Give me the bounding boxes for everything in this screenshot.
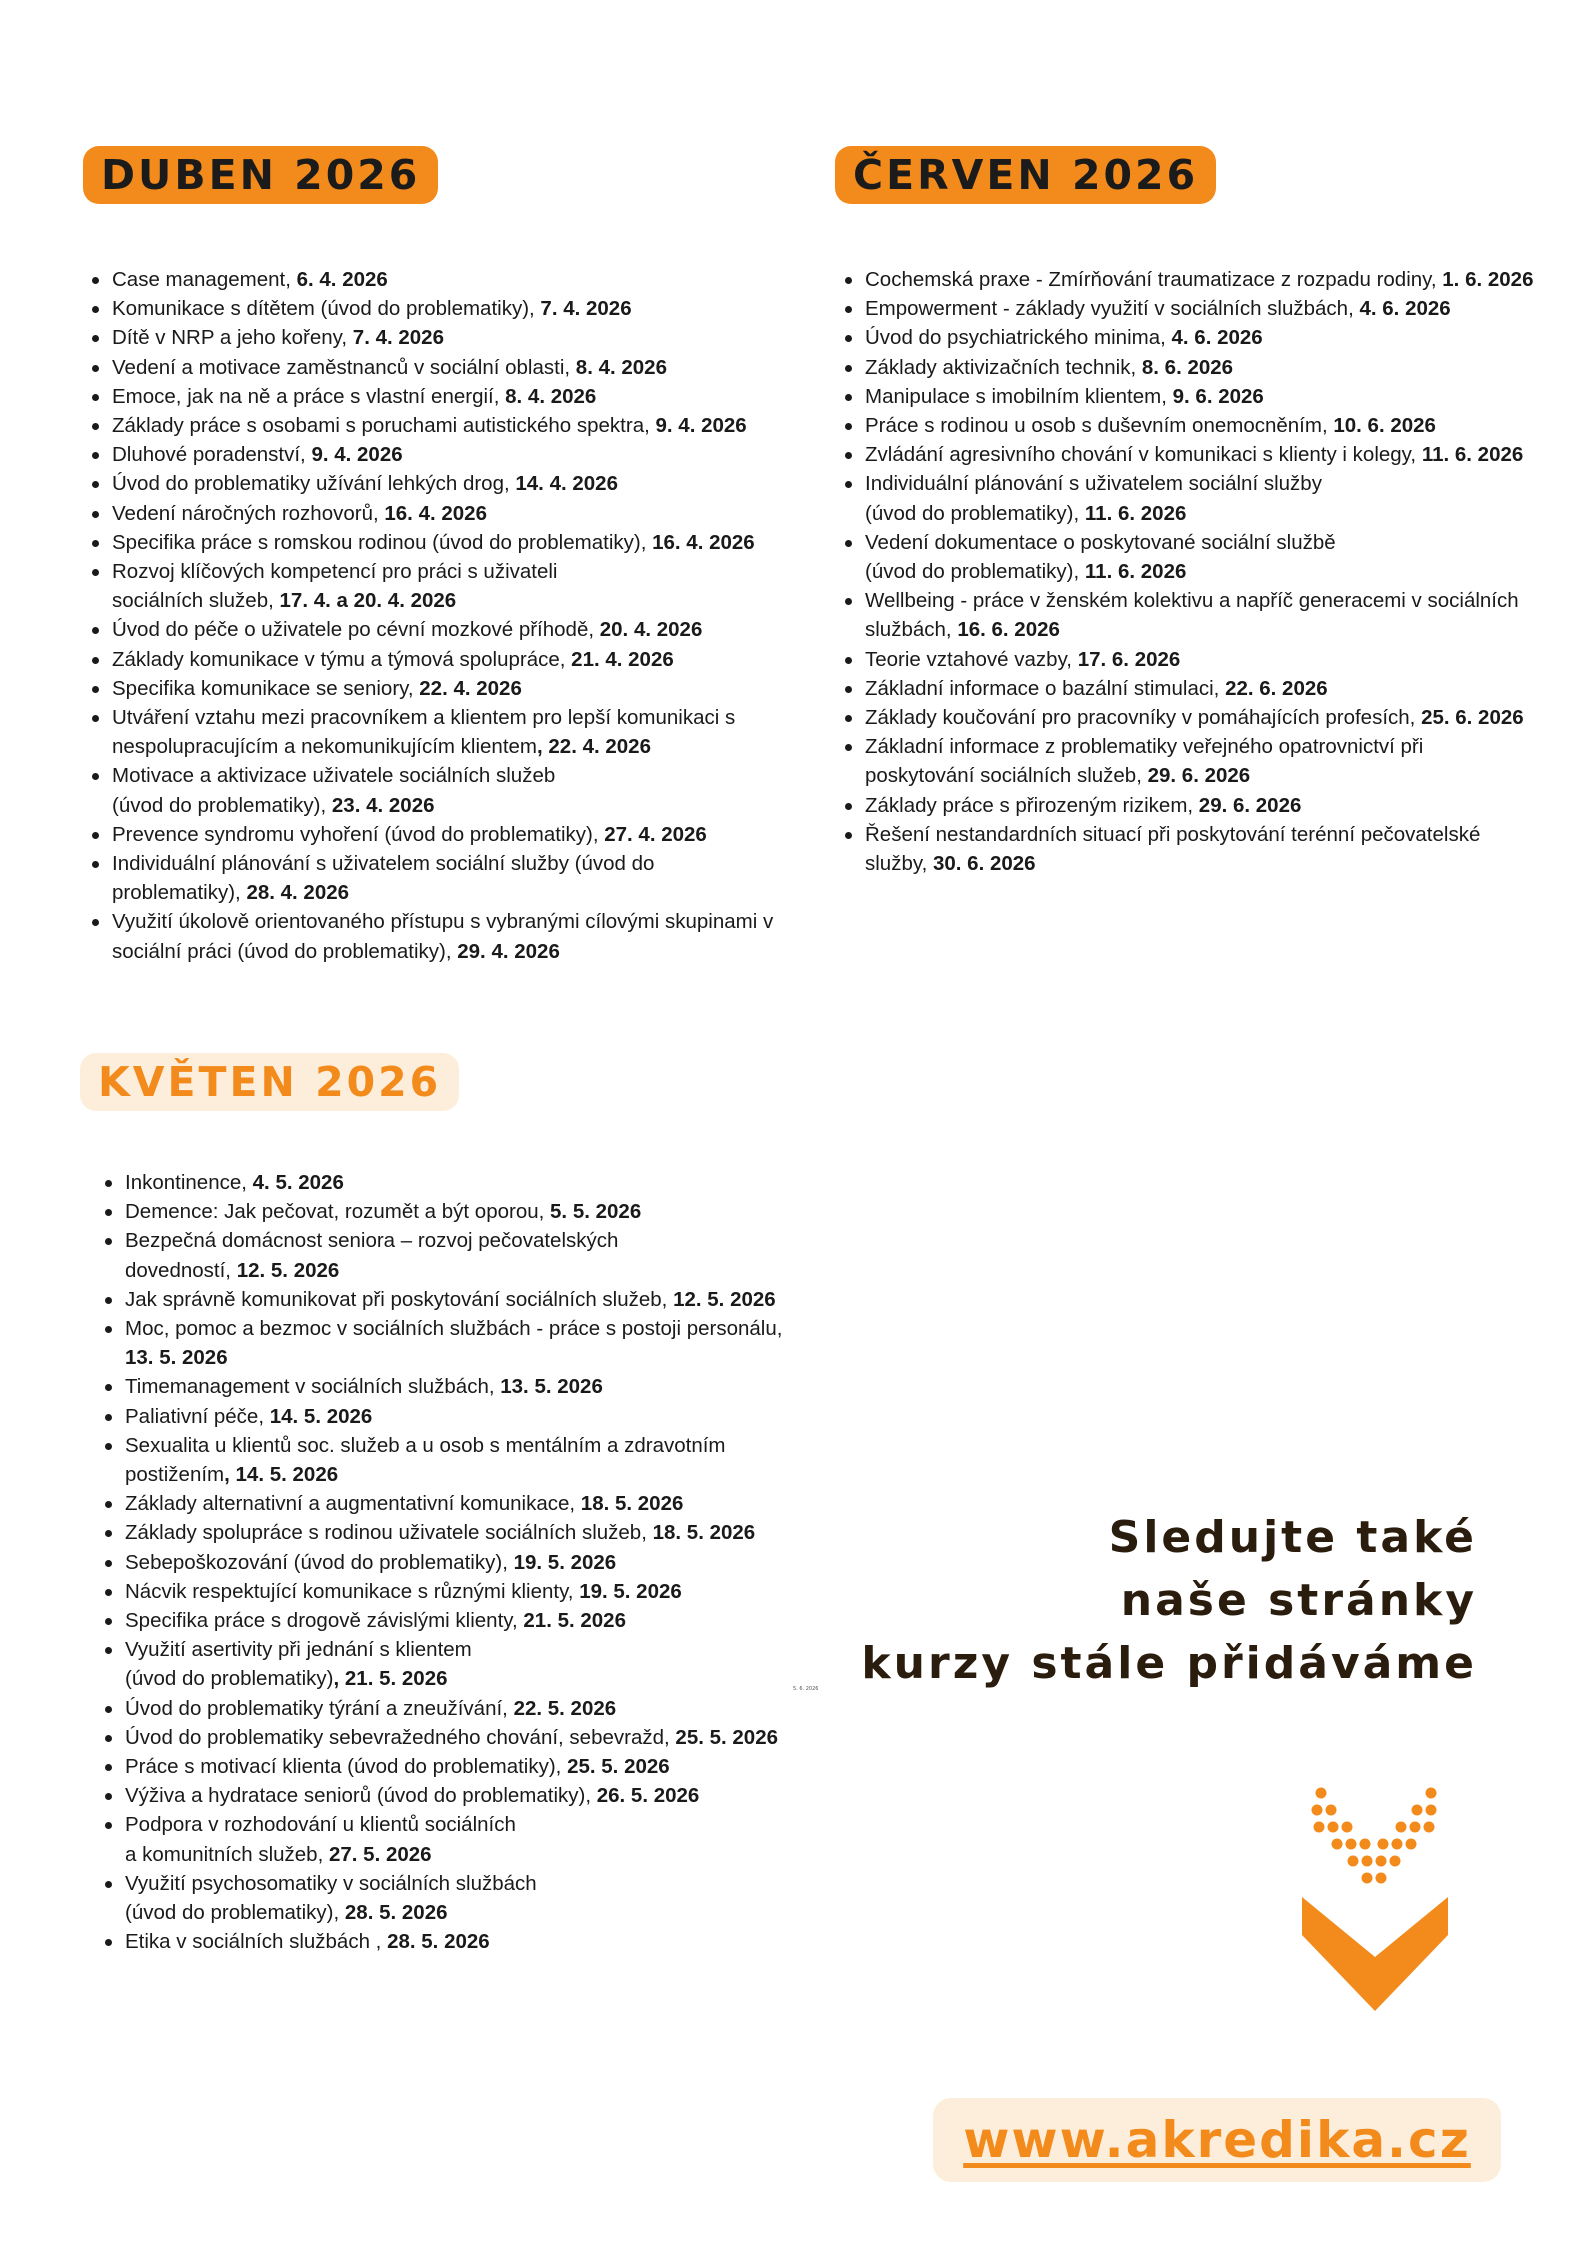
course-title-line xyxy=(865,265,1533,294)
course-title-line xyxy=(125,1518,782,1547)
course-title: Dluhové poradenství, xyxy=(112,443,312,467)
course-date: 27. 5. 2026 xyxy=(328,1842,432,1866)
course-date: 11. 6. 2026 xyxy=(1084,501,1187,525)
course-date: 4. 6. 2026 xyxy=(1359,297,1451,321)
course-title: Výživa a hydratace seniorů (úvod do problematiky), xyxy=(125,1784,597,1808)
course-title-line xyxy=(112,674,773,703)
course-title: Specifika práce s romskou rodinou (úvod do problematiky), xyxy=(112,530,653,554)
course-title-line xyxy=(865,849,1533,878)
course-title-line xyxy=(865,791,1533,820)
course-title: Základy aktivizačních technik, xyxy=(865,355,1142,379)
course-item xyxy=(103,1927,782,1956)
course-title-line: Individuální plánování s uživatelem sociální služby (úvod do xyxy=(112,852,655,876)
course-date: 7. 4. 2026 xyxy=(352,326,444,350)
course-item xyxy=(103,1548,782,1577)
course-date: 4. 6. 2026 xyxy=(1171,326,1263,350)
course-date: , 14. 5. 2026 xyxy=(224,1463,339,1487)
course-title-line xyxy=(112,323,773,352)
course-title-line xyxy=(112,382,773,411)
course-title-line xyxy=(112,586,773,615)
course-item xyxy=(103,1635,782,1693)
course-date: 8. 4. 2026 xyxy=(575,355,667,379)
course-item xyxy=(843,820,1533,878)
course-item xyxy=(90,761,773,819)
course-title-line xyxy=(112,615,773,644)
course-date: 18. 5. 2026 xyxy=(580,1492,684,1516)
course-title-line: Řešení nestandardních situací při poskytování terénní pečovatelské xyxy=(865,822,1481,846)
course-title: (úvod do problematiky), xyxy=(865,560,1085,584)
course-date: 16. 6. 2026 xyxy=(957,618,1060,642)
course-title-line xyxy=(125,1256,782,1285)
course-title: (úvod do problematiky), xyxy=(865,501,1085,525)
course-item xyxy=(103,1168,782,1197)
course-title: Case management, xyxy=(112,268,297,291)
course-date: 7. 4. 2026 xyxy=(540,297,632,321)
course-title: Základy alternativní a augmentativní komunikace, xyxy=(125,1492,581,1516)
course-title: Paliativní péče, xyxy=(125,1404,270,1428)
course-date: 9. 6. 2026 xyxy=(1172,384,1264,408)
course-title: poskytování sociálních služeb, xyxy=(865,764,1148,788)
course-title-line xyxy=(112,353,773,382)
course-item xyxy=(843,469,1533,527)
course-title-line xyxy=(112,878,773,907)
course-title-line: Využití psychosomatiky v sociálních službách xyxy=(125,1871,537,1895)
course-item xyxy=(103,1752,782,1781)
course-title: Jak správně komunikovat při poskytování sociálních služeb, xyxy=(125,1287,674,1311)
course-title-line xyxy=(865,761,1533,790)
course-item xyxy=(103,1723,782,1752)
course-date: 12. 5. 2026 xyxy=(673,1287,776,1311)
course-date: 18. 5. 2026 xyxy=(652,1521,756,1545)
course-date: 29. 6. 2026 xyxy=(1147,764,1251,788)
course-title: Vedení a motivace zaměstnanců v sociální oblasti, xyxy=(112,355,576,379)
course-item xyxy=(103,1489,782,1518)
course-item xyxy=(843,528,1533,586)
course-date: , 21. 5. 2026 xyxy=(333,1667,448,1691)
course-date: 16. 4. 2026 xyxy=(384,501,487,525)
course-title: Demence: Jak pečovat, rozumět a být oporou, xyxy=(125,1200,551,1224)
course-title-line xyxy=(865,294,1533,323)
course-title-line: Vedení dokumentace o poskytované sociální službě xyxy=(865,530,1336,554)
tiny-date-note: 5. 6. 2026 xyxy=(793,1686,819,1692)
course-title: Specifika práce s drogově závislými klienty, xyxy=(125,1609,524,1633)
course-title: Emoce, jak na ně a práce s vlastní energií, xyxy=(112,384,506,408)
course-title: postižením xyxy=(125,1463,225,1487)
course-title: (úvod do problematiky) xyxy=(125,1667,334,1691)
course-date: 28. 4. 2026 xyxy=(246,881,350,905)
course-item xyxy=(843,382,1533,411)
course-date: 21. 4. 2026 xyxy=(571,647,674,671)
course-title-line: Motivace a aktivizace uživatele sociálních služeb xyxy=(112,764,556,788)
course-title: Základy komunikace v týmu a týmová spolupráce, xyxy=(112,647,572,671)
course-title-line xyxy=(125,1197,782,1226)
course-date: 22. 4. 2026 xyxy=(419,676,522,700)
course-title-line: Základní informace z problematiky veřejného opatrovnictví při xyxy=(865,735,1424,759)
course-date: 10. 6. 2026 xyxy=(1333,414,1436,438)
course-item xyxy=(843,323,1533,352)
course-title-line xyxy=(112,411,773,440)
course-title: Komunikace s dítětem (úvod do problematiky), xyxy=(112,297,541,321)
course-date: 19. 5. 2026 xyxy=(579,1579,682,1603)
course-item xyxy=(90,615,773,644)
course-item xyxy=(90,353,773,382)
course-title: Základní informace o bazální stimulaci, xyxy=(865,676,1226,700)
course-date: 20. 4. 2026 xyxy=(599,618,703,642)
course-date: 8. 6. 2026 xyxy=(1141,355,1234,379)
course-date: 9. 4. 2026 xyxy=(655,414,747,438)
course-item xyxy=(843,703,1533,732)
course-item xyxy=(843,353,1533,382)
course-title-line xyxy=(112,499,773,528)
course-item xyxy=(843,791,1533,820)
course-item xyxy=(103,1226,782,1284)
course-title-line xyxy=(125,1402,782,1431)
course-title: sociální práci (úvod do problematiky), xyxy=(112,939,458,963)
course-item xyxy=(843,440,1533,469)
course-date: 6. 4. 2026 xyxy=(296,268,388,291)
course-item xyxy=(103,1810,782,1868)
course-title: Sebepoškozování (úvod do problematiky), xyxy=(125,1550,514,1574)
course-item xyxy=(103,1314,782,1372)
course-item xyxy=(103,1402,782,1431)
course-title-line xyxy=(125,1168,782,1197)
course-title: Úvod do problematiky sebevražedného chování, sebevražd, xyxy=(125,1725,676,1749)
course-item xyxy=(843,586,1533,644)
course-title: služby, xyxy=(865,852,933,876)
course-title-line xyxy=(125,1781,782,1810)
course-title-line xyxy=(125,1489,782,1518)
course-date: 27. 4. 2026 xyxy=(604,822,707,846)
course-item xyxy=(843,732,1533,790)
course-item xyxy=(103,1197,782,1226)
course-title: (úvod do problematiky), xyxy=(112,793,332,817)
course-item xyxy=(843,411,1533,440)
course-title: Úvod do péče o uživatele po cévní mozkové příhodě, xyxy=(112,618,600,642)
course-title-line xyxy=(112,469,773,498)
course-date: 13. 5. 2026 xyxy=(500,1375,603,1399)
course-title-line xyxy=(865,645,1533,674)
course-date: 16. 4. 2026 xyxy=(652,530,755,554)
course-item xyxy=(843,294,1533,323)
course-title: službách, xyxy=(865,618,958,642)
course-item xyxy=(103,1781,782,1810)
course-title-line xyxy=(125,1460,782,1489)
course-title: (úvod do problematiky), xyxy=(125,1901,345,1925)
course-item xyxy=(103,1518,782,1547)
promo-line-1: Sledujte také xyxy=(1108,1512,1477,1563)
promo-line-3: kurzy stále přidáváme xyxy=(861,1638,1477,1689)
course-title-line xyxy=(112,528,773,557)
course-title-line xyxy=(112,645,773,674)
promo-line-2: naše stránky xyxy=(1120,1575,1477,1626)
course-title-line xyxy=(865,703,1533,732)
course-item xyxy=(103,1694,782,1723)
course-item xyxy=(90,411,773,440)
course-title-line xyxy=(112,265,773,294)
course-title: Vedení náročných rozhovorů, xyxy=(112,501,385,525)
course-date: 21. 5. 2026 xyxy=(523,1609,626,1633)
course-title: Základy spolupráce s rodinou uživatele sociálních služeb, xyxy=(125,1521,653,1545)
course-date: 25. 5. 2026 xyxy=(567,1755,670,1779)
course-date: 28. 5. 2026 xyxy=(387,1930,490,1954)
course-title-line xyxy=(865,323,1533,352)
course-item xyxy=(103,1372,782,1401)
course-title-line xyxy=(125,1840,782,1869)
course-title-line: Podpora v rozhodování u klientů sociálních xyxy=(125,1813,516,1837)
course-title: Cochemská praxe - Zmírňování traumatizace z rozpadu rodiny, xyxy=(865,268,1443,291)
course-title: dovedností, xyxy=(125,1258,237,1282)
course-date: 1. 6. 2026 xyxy=(1442,268,1534,291)
course-title: Timemanagement v sociálních službách, xyxy=(125,1375,501,1399)
course-date: 30. 6. 2026 xyxy=(932,852,1036,876)
course-title-line xyxy=(112,440,773,469)
course-date: 8. 4. 2026 xyxy=(505,384,597,408)
course-item xyxy=(843,265,1533,294)
course-title: Etika v sociálních službách , xyxy=(125,1930,388,1954)
june-heading: ČERVEN 2026 xyxy=(835,146,1216,204)
course-title-line xyxy=(865,440,1533,469)
course-item xyxy=(90,469,773,498)
course-item xyxy=(90,820,773,849)
course-title: sociálních služeb, xyxy=(112,589,280,613)
course-date: 29. 6. 2026 xyxy=(1198,793,1302,817)
course-item xyxy=(103,1431,782,1489)
course-title-line xyxy=(125,1606,782,1635)
course-title-line: Individuální plánování s uživatelem sociální služby xyxy=(865,472,1322,496)
course-title: problematiky), xyxy=(112,881,247,905)
course-date: 25. 6. 2026 xyxy=(1421,706,1524,730)
course-title-line: Bezpečná domácnost seniora – rozvoj pečovatelských xyxy=(125,1229,619,1253)
course-date: 11. 6. 2026 xyxy=(1084,560,1187,584)
course-date: 9. 4. 2026 xyxy=(311,443,403,467)
course-title-line xyxy=(112,820,773,849)
course-title-line xyxy=(125,1577,782,1606)
course-item xyxy=(103,1869,782,1927)
course-title: Manipulace s imobilním klientem, xyxy=(865,384,1173,408)
course-title: Prevence syndromu vyhoření (úvod do problematiky), xyxy=(112,822,605,846)
course-title: Dítě v NRP a jeho kořeny, xyxy=(112,326,353,350)
course-title-line xyxy=(865,353,1533,382)
course-title-line xyxy=(125,1343,782,1372)
course-item xyxy=(90,674,773,703)
course-title: Inkontinence, xyxy=(125,1171,253,1194)
course-item xyxy=(103,1285,782,1314)
course-date: 13. 5. 2026 xyxy=(125,1346,228,1370)
akredika-dots-chevron-icon xyxy=(1300,1785,1450,2025)
course-date: 22. 6. 2026 xyxy=(1225,676,1328,700)
course-title-line xyxy=(865,499,1533,528)
course-title: Specifika komunikace se seniory, xyxy=(112,676,420,700)
course-item xyxy=(103,1577,782,1606)
may-course-list xyxy=(103,1168,782,1956)
course-date: 12. 5. 2026 xyxy=(236,1258,340,1282)
course-date: 25. 5. 2026 xyxy=(675,1725,779,1749)
course-title-line: Rozvoj klíčových kompetencí pro práci s uživateli xyxy=(112,560,558,584)
website-link[interactable]: www.akredika.cz xyxy=(963,2111,1471,2169)
course-title-line xyxy=(865,411,1533,440)
course-date: 11. 6. 2026 xyxy=(1421,443,1524,467)
course-item xyxy=(90,323,773,352)
course-title: Základy práce s přirozeným rizikem, xyxy=(865,793,1199,817)
course-date: 19. 5. 2026 xyxy=(513,1550,617,1574)
course-date: 14. 4. 2026 xyxy=(515,472,618,496)
course-date: 22. 5. 2026 xyxy=(513,1696,617,1720)
course-title-line: Sexualita u klientů soc. služeb a u osob s mentálním a zdravotním xyxy=(125,1433,726,1457)
may-heading: KVĚTEN 2026 xyxy=(80,1053,459,1111)
course-title: Zvládání agresivního chování v komunikaci s klienty i kolegy, xyxy=(865,443,1422,467)
course-date: 28. 5. 2026 xyxy=(344,1901,448,1925)
course-date: 26. 5. 2026 xyxy=(596,1784,700,1808)
course-item xyxy=(90,528,773,557)
course-title-line xyxy=(125,1723,782,1752)
april-heading: DUBEN 2026 xyxy=(83,146,438,204)
course-title: Úvod do problematiky týrání a zneužívání, xyxy=(125,1696,514,1720)
course-title: Základy práce s osobami s poruchami autistického spektra, xyxy=(112,414,656,438)
course-item xyxy=(90,382,773,411)
course-date: 23. 4. 2026 xyxy=(331,793,435,817)
course-title: nespolupracujícím a nekomunikujícím klientem xyxy=(112,735,537,759)
course-item xyxy=(90,703,773,761)
course-item xyxy=(90,645,773,674)
course-item xyxy=(90,907,773,965)
course-title: Nácvik respektující komunikace s různými klienty, xyxy=(125,1579,580,1603)
course-title-line xyxy=(865,382,1533,411)
course-title-line xyxy=(112,294,773,323)
course-item xyxy=(90,294,773,323)
course-title: Teorie vztahové vazby, xyxy=(865,647,1078,671)
course-date: 29. 4. 2026 xyxy=(457,939,560,963)
course-title: Empowerment - základy využití v sociálních službách, xyxy=(865,297,1360,321)
course-date: , 22. 4. 2026 xyxy=(537,735,651,759)
course-title-line: Wellbeing - práce v ženském kolektivu a napříč generacemi v sociálních xyxy=(865,589,1519,613)
course-item xyxy=(843,645,1533,674)
course-item xyxy=(843,674,1533,703)
course-title-line xyxy=(865,674,1533,703)
june-course-list xyxy=(843,265,1533,878)
course-title-line xyxy=(125,1898,782,1927)
course-title-line: Využití asertivity při jednání s klientem xyxy=(125,1638,472,1662)
course-title-line xyxy=(125,1548,782,1577)
course-title: Práce s rodinou u osob s duševním onemocněním, xyxy=(865,414,1334,438)
course-date: 17. 4. a 20. 4. 2026 xyxy=(279,589,457,613)
course-item xyxy=(90,499,773,528)
course-title-line xyxy=(125,1752,782,1781)
course-date: 14. 5. 2026 xyxy=(269,1404,373,1428)
course-item xyxy=(103,1606,782,1635)
course-title-line xyxy=(125,1285,782,1314)
course-title-line xyxy=(125,1372,782,1401)
course-title-line xyxy=(112,732,773,761)
course-title-line xyxy=(865,557,1533,586)
course-title: Základy koučování pro pracovníky v pomáhajících profesích, xyxy=(865,706,1422,730)
course-title-line xyxy=(112,791,773,820)
course-title: Práce s motivací klienta (úvod do problematiky), xyxy=(125,1755,568,1779)
course-title-line xyxy=(112,937,773,966)
course-title-line: Využití úkolově orientovaného přístupu s vybranými cílovými skupinami v xyxy=(112,910,774,934)
course-title-line xyxy=(125,1927,782,1956)
course-item xyxy=(90,557,773,615)
website-pill xyxy=(933,2098,1501,2182)
course-title-line xyxy=(125,1694,782,1723)
course-item xyxy=(90,265,773,294)
course-title-line xyxy=(125,1664,782,1693)
course-date: 17. 6. 2026 xyxy=(1077,647,1181,671)
course-date: 5. 5. 2026 xyxy=(550,1200,642,1224)
april-course-list xyxy=(90,265,773,966)
course-title: Úvod do psychiatrického minima, xyxy=(865,326,1172,350)
promo-text xyxy=(861,1506,1477,1695)
course-title-line: Moc, pomoc a bezmoc v sociálních službách - práce s postoji personálu, xyxy=(125,1317,783,1341)
course-title: Úvod do problematiky užívání lehkých drog, xyxy=(112,472,516,496)
course-date: 4. 5. 2026 xyxy=(252,1171,344,1194)
course-title-line: Utváření vztahu mezi pracovníkem a klientem pro lepší komunikaci s xyxy=(112,706,736,730)
course-item xyxy=(90,440,773,469)
course-item xyxy=(90,849,773,907)
course-title: a komunitních služeb, xyxy=(125,1842,329,1866)
course-title-line xyxy=(865,615,1533,644)
